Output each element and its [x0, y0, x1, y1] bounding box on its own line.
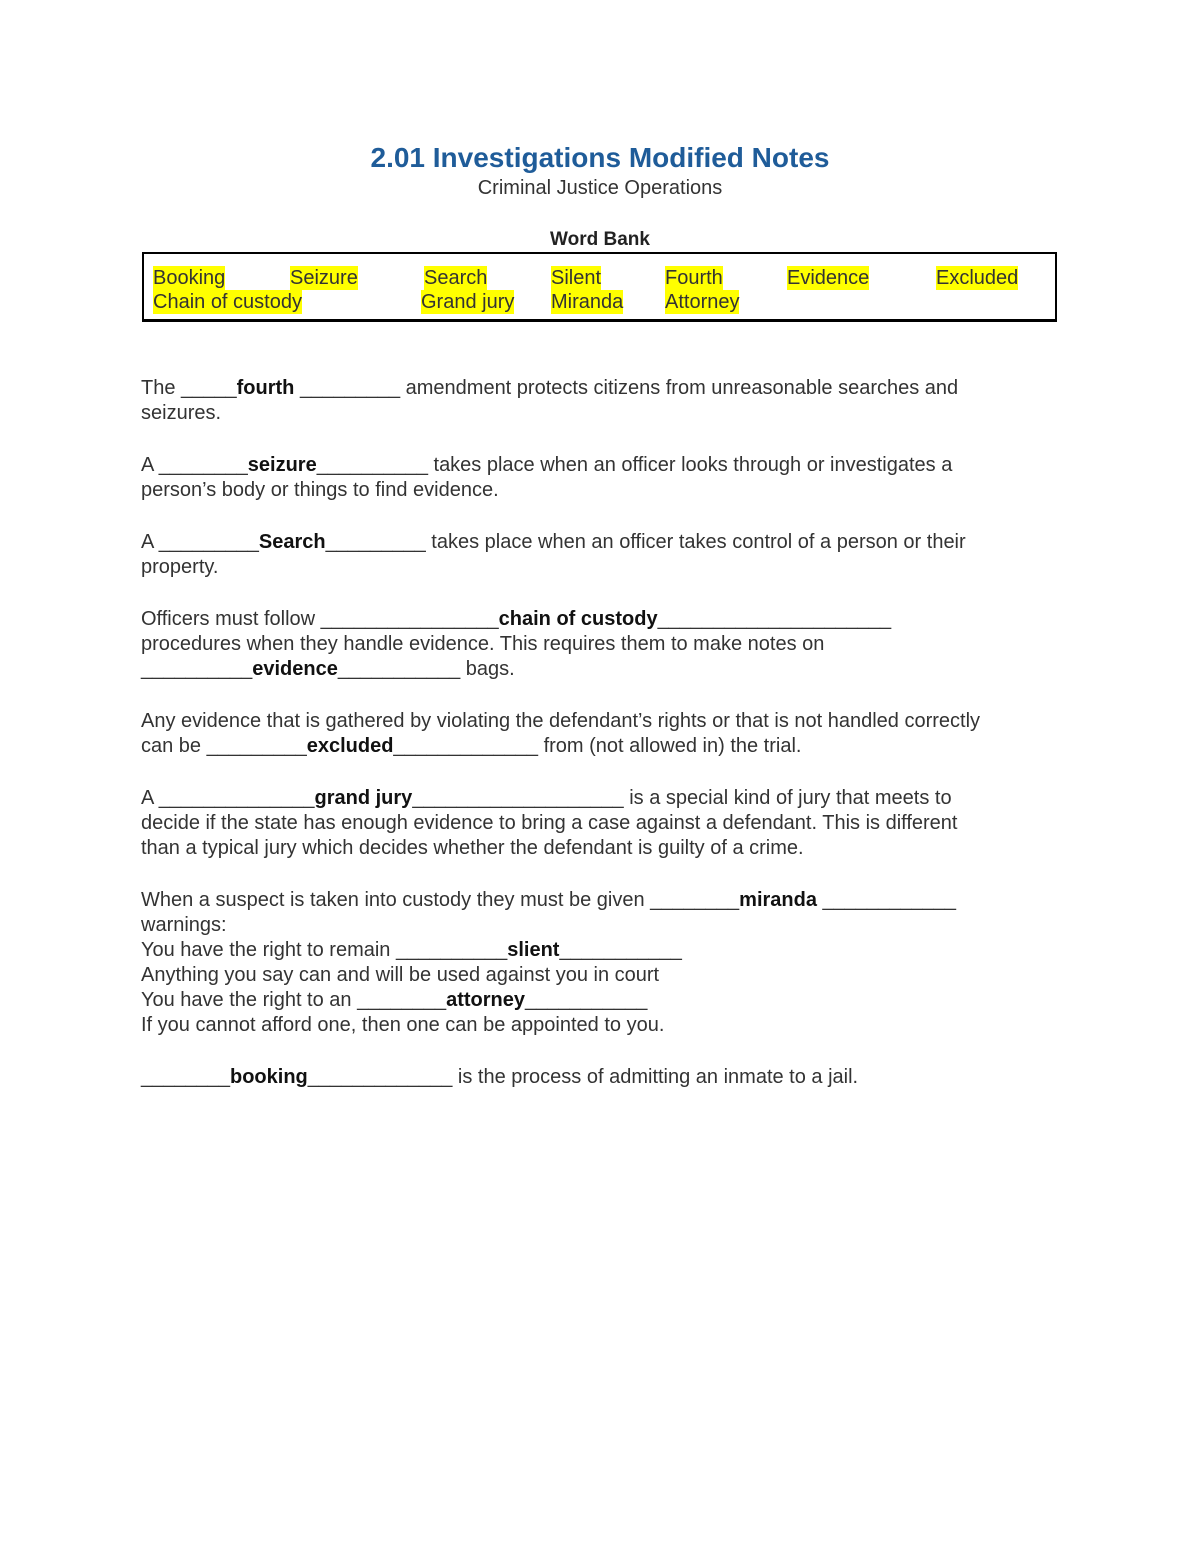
answer-silent: slient [507, 939, 560, 961]
answer-seizure: seizure [247, 454, 317, 476]
word-bank-term: Evidence [787, 267, 870, 289]
word-bank-term: Miranda [551, 291, 624, 313]
text: A ________ [141, 454, 248, 476]
answer-fourth: fourth [236, 377, 295, 399]
text: ___________ [524, 989, 648, 1011]
text: person’s body or things to find evidence. [141, 479, 499, 501]
text: Any evidence that is gathered by violating the defendant’s rights or that is not handled correctly [141, 710, 981, 732]
text: _____________________ [657, 608, 892, 630]
note-excluded [141, 709, 1061, 759]
text: ___________ [559, 939, 682, 961]
answer-miranda: miranda [739, 889, 817, 911]
answer-chain-of-custody: chain of custody [498, 608, 658, 630]
text: A ______________ [141, 787, 315, 809]
text: ___________________ is a special kind of jury that meets to [412, 787, 952, 809]
text: ________ [141, 1066, 230, 1088]
text: than a typical jury which decides whether the defendant is guilty of a crime. [141, 837, 804, 859]
word-bank-term: Attorney [665, 291, 740, 313]
text: Anything you say can and will be used against you in court [141, 964, 660, 986]
text: decide if the state has enough evidence to bring a case against a defendant. This is different [141, 812, 958, 834]
text: procedures when they handle evidence. This requires them to make notes on [141, 633, 825, 655]
word-bank-term: Excluded [936, 267, 1019, 289]
text: ____________ [816, 889, 957, 911]
note-seizure [141, 453, 1061, 503]
word-bank-term: Grand jury [421, 291, 515, 313]
notes-body [141, 376, 1061, 1117]
word-bank-term: Chain of custody [153, 291, 302, 313]
answer-evidence: evidence [252, 658, 338, 680]
answer-attorney: attorney [446, 989, 525, 1011]
text: You have the right to an ________ [141, 989, 447, 1011]
text: __________ [141, 658, 253, 680]
text: You have the right to remain __________ [141, 939, 508, 961]
note-fourth-amendment [141, 376, 1061, 426]
text: warnings: [141, 914, 227, 936]
word-bank-box [142, 252, 1057, 322]
note-grand-jury [141, 786, 1061, 861]
text: can be _________ [141, 735, 307, 757]
page-subtitle: Criminal Justice Operations [477, 177, 723, 199]
word-bank-term: Search [424, 267, 488, 289]
note-search [141, 530, 1061, 580]
word-bank-term: Booking [153, 267, 226, 289]
text: _____________ from (not allowed in) the trial. [393, 735, 802, 757]
answer-search: Search [258, 531, 326, 553]
word-bank-term: Fourth [665, 267, 723, 289]
note-chain-of-custody [141, 607, 1061, 682]
text: Officers must follow ________________ [141, 608, 499, 630]
text: ___________ bags. [337, 658, 515, 680]
text: _____________ is the process of admitting an inmate to a jail. [307, 1066, 859, 1088]
word-bank-term: Seizure [290, 267, 358, 289]
answer-excluded: excluded [306, 735, 394, 757]
note-miranda [141, 888, 1061, 1038]
answer-booking: booking [229, 1066, 308, 1088]
text: seizures. [141, 402, 222, 424]
text: _________ amendment protects citizens from unreasonable searches and [294, 377, 959, 399]
note-booking [141, 1065, 1061, 1090]
page-title: 2.01 Investigations Modified Notes [370, 142, 830, 173]
word-bank-label: Word Bank [550, 229, 650, 250]
text: _________ takes place when an officer takes control of a person or their [325, 531, 966, 553]
text: property. [141, 556, 219, 578]
text: When a suspect is taken into custody they must be given ________ [141, 889, 740, 911]
text: The _____ [141, 377, 237, 399]
text: __________ takes place when an officer looks through or investigates a [316, 454, 953, 476]
text: A _________ [141, 531, 259, 553]
text: If you cannot afford one, then one can be appointed to you. [141, 1014, 665, 1036]
answer-grand-jury: grand jury [314, 787, 413, 809]
word-bank-term: Silent [551, 267, 602, 289]
